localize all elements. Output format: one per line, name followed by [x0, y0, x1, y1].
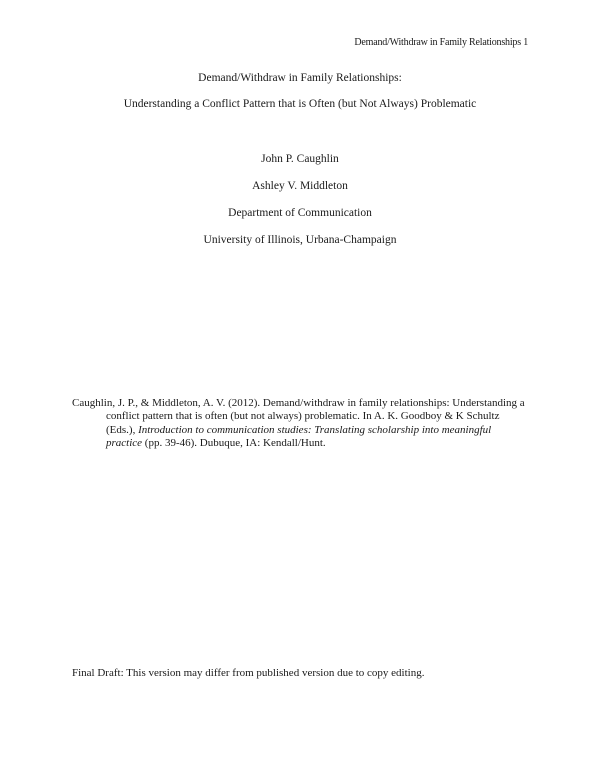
paper-title-line-2: Understanding a Conflict Pattern that is Often (but Not Always) Problematic	[123, 98, 477, 110]
author-name-1: John P. Caughlin	[261, 153, 339, 165]
citation-text-part-1: Caughlin, J. P., & Middleton, A. V. (2012). Demand/withdraw in family relationships: Understanding a conflict pattern that is often (but not always) problematic. In A. K. Goodboy & K Schultz (Eds.),	[72, 397, 525, 436]
final-draft-note: Final Draft: This version may differ from published version due to copy editing.	[72, 667, 425, 679]
author-institution: University of Illinois, Urbana-Champaign	[203, 234, 397, 246]
author-name-2: Ashley V. Middleton	[252, 180, 348, 192]
author-department: Department of Communication	[228, 207, 372, 219]
citation-text-part-2: (pp. 39-46). Dubuque, IA: Kendall/Hunt.	[142, 436, 326, 449]
running-head: Demand/Withdraw in Family Relationships 1	[354, 37, 528, 48]
citation-reference	[72, 397, 526, 450]
paper-title-line-1: Demand/Withdraw in Family Relationships:	[198, 72, 402, 84]
citation-book-title: Introduction to communication studies: Translating scholarship into meaningful practice	[106, 423, 492, 449]
